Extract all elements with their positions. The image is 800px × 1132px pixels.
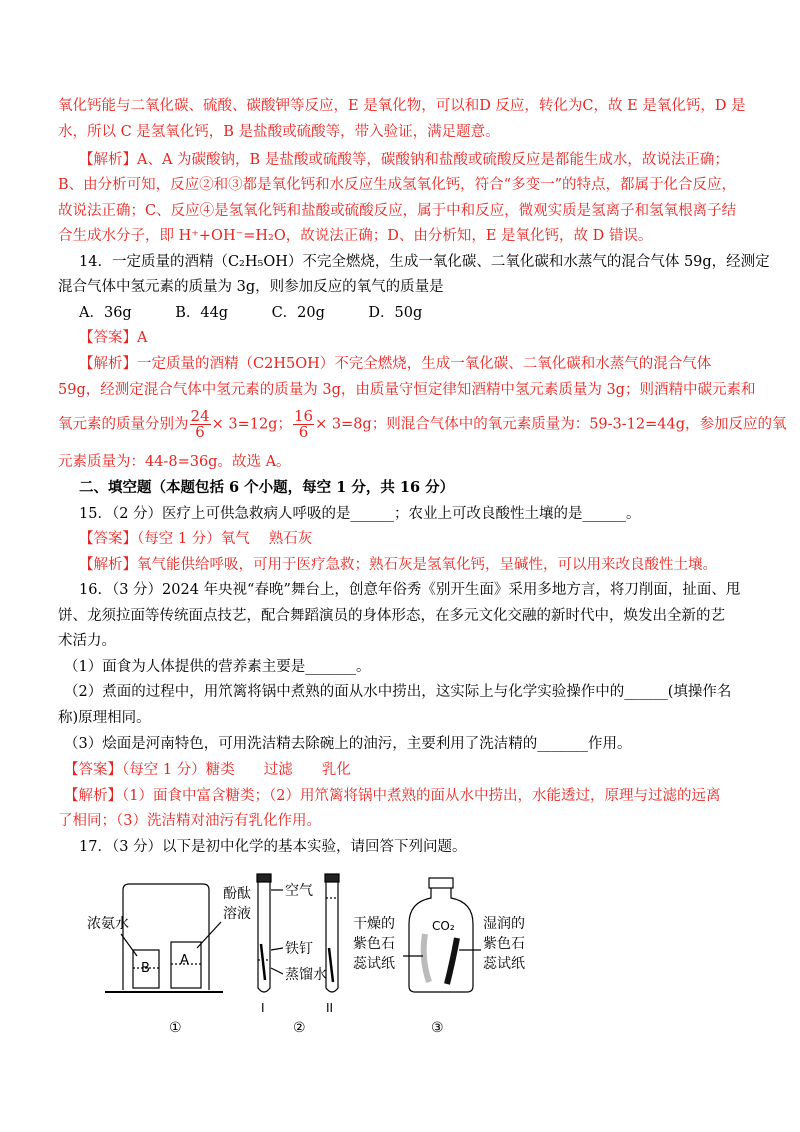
label-dry-2: 紫色石 bbox=[353, 936, 395, 952]
label-wet-3: 蕊试纸 bbox=[483, 956, 525, 972]
question-16: 16．（3 分）2024 年央视“春晚”舞台上，创意年俗秀《别开生面》采用多地方言，将刀削面，扯面、甩 bbox=[79, 582, 741, 598]
nail-2 bbox=[329, 948, 333, 982]
question-16-part1: （1）面食为人体提供的营养素主要是_______。 bbox=[64, 659, 371, 675]
analysis-14-line4: 元素质量为：44-8=36g。故选 A。 bbox=[58, 454, 291, 470]
leader-water bbox=[271, 968, 283, 974]
experiment-3 bbox=[403, 878, 481, 992]
fraction-24-6 bbox=[190, 409, 211, 440]
question-14-line2: 混合气体中氢元素的质量为 3g，则参加反应的氧气的质量是 bbox=[58, 279, 444, 295]
experiment-1 bbox=[105, 884, 223, 992]
analysis-15: 【解析】氧气能供给呼吸，可用于医疗急救；熟石灰是氢氧化钙，呈碱性，可以用来改良酸性土壤。 bbox=[79, 557, 717, 573]
analysis-line: B、由分析可知，反应②和③都是氧化钙和水反应生成氢氧化钙，符合“多变一”的特点，都属于化合反应， bbox=[58, 177, 736, 193]
bell-jar bbox=[123, 884, 209, 990]
analysis-16: 【解析】（1）面食中富含糖类；（2）用笊篱将锅中煮熟的面从水中捞出，水能透过，原理与过滤的远离 bbox=[64, 788, 721, 804]
co2-label: CO₂ bbox=[432, 919, 455, 933]
dry-litmus-paper bbox=[424, 934, 429, 982]
leader-nail bbox=[271, 948, 283, 950]
analysis-14: 【解析】一定质量的酒精（C2H5OH）不完全燃烧，生成一氧化碳、二氧化碳和水蒸气的混合气体 bbox=[79, 356, 712, 372]
jar-stopper bbox=[429, 878, 453, 888]
caption-2: ② bbox=[293, 1020, 306, 1036]
question-16-line2: 饼、龙须拉面等传统面点技艺，配合舞蹈演员的身体形态，在多元文化交融的新时代中，焕发出全新的艺 bbox=[58, 608, 725, 624]
frac2-num: 16 bbox=[293, 407, 314, 425]
analysis-line: 故说法正确；C、反应④是氢氧化钙和盐酸或硫酸反应，属于中和反应，微观实质是氢离子和氢氧根离子结 bbox=[58, 203, 737, 219]
mass-mid2: × 3=8g；则混合气体中的氧元素质量为：59-3-12=44g，参加反应的氧 bbox=[315, 416, 787, 433]
label-water: 蒸馏水 bbox=[285, 967, 327, 983]
label-wet-2: 紫色石 bbox=[483, 936, 525, 952]
mass-mid1: × 3=12g； bbox=[211, 416, 292, 433]
answer-15: 【答案】（每空 1 分）氧气 熟石灰 bbox=[79, 531, 313, 547]
fraction-16-6 bbox=[293, 409, 314, 440]
caption-1: ① bbox=[169, 1020, 182, 1036]
label-air: 空气 bbox=[285, 883, 313, 899]
question-16-line3: 术活力。 bbox=[58, 633, 116, 649]
experiment-figure bbox=[87, 868, 565, 1048]
question-14: 14．一定质量的酒精（C₂H₅OH）不完全燃烧，生成一氧化碳、二氧化碳和水蒸气的混合气体 59g，经测定 bbox=[79, 254, 770, 270]
tube2-stopper bbox=[325, 874, 339, 882]
nail-1 bbox=[261, 944, 265, 980]
label-ammonia: 浓氨水 bbox=[87, 916, 129, 932]
answer-14: 【答案】A bbox=[79, 330, 148, 346]
tube-1-label: I bbox=[261, 1001, 265, 1015]
question-16-part2-line2: 称)原理相同。 bbox=[58, 710, 151, 726]
analysis-14-mass-line bbox=[58, 409, 787, 440]
gas-jar bbox=[409, 888, 473, 992]
label-phenol-2: 溶液 bbox=[223, 906, 251, 922]
beaker-a-label: A bbox=[180, 953, 189, 968]
analysis-line: 水，所以 C 是氢氧化钙，B 是盐酸或硫酸等，带入验证，满足题意。 bbox=[58, 124, 500, 140]
question-14-options: A．36g B．44g C．20g D．50g bbox=[79, 305, 423, 321]
label-dry-1: 干燥的 bbox=[353, 916, 395, 932]
analysis-14-line2: 59g，经测定混合气体中氢元素的质量为 3g，由质量守恒定律知酒精中氢元素质量为 3g；则酒精中碳元素和 bbox=[58, 382, 756, 398]
frac2-den: 6 bbox=[298, 423, 309, 441]
label-phenol-1: 酚酞 bbox=[223, 886, 251, 902]
analysis-line: 合生成水分子，即 H⁺+OH⁻=H₂O，故说法正确；D、由分析知，E 是氧化钙，故 D 错误。 bbox=[58, 228, 653, 244]
beaker-b-label: B bbox=[141, 961, 150, 976]
question-15: 15．（2 分）医疗上可供急救病人呼吸的是______；农业上可改良酸性土壤的是______。 bbox=[79, 506, 641, 522]
wet-litmus-paper bbox=[447, 938, 457, 984]
label-wet-1: 湿润的 bbox=[483, 916, 525, 932]
tube-2-label: II bbox=[326, 1001, 334, 1015]
tube1-stopper bbox=[257, 874, 271, 882]
question-16-part2: （2）煮面的过程中，用笊篱将锅中煮熟的面从水中捞出，这实际上与化学实验操作中的______(填操作名 bbox=[64, 684, 732, 700]
mass-prefix: 氧元素的质量分别为 bbox=[58, 416, 189, 433]
analysis-line: 【解析】A、A 为碳酸钠，B 是盐酸或硫酸等，碳酸钠和盐酸或硫酸反应是都能生成水，故说法正确； bbox=[79, 152, 729, 168]
question-17: 17．（3 分）以下是初中化学的基本实验，请回答下列问题。 bbox=[79, 839, 467, 855]
section-heading: 二、填空题（本题包括 6 个小题，每空 1 分，共 16 分） bbox=[79, 479, 455, 496]
analysis-line: 氧化钙能与二氧化碳、硫酸、碳酸钾等反应，E 是氧化物，可以和D 反应，转化为C，故 E 是氧化钙，D 是 bbox=[58, 98, 746, 114]
question-16-part3: （3）烩面是河南特色，可用洗洁精去除碗上的油污，主要利用了洗洁精的_______作用。 bbox=[64, 736, 632, 752]
label-nail: 铁钉 bbox=[285, 941, 313, 957]
frac1-num: 24 bbox=[190, 407, 210, 425]
label-dry-3: 蕊试纸 bbox=[353, 956, 395, 972]
analysis-16-line2: 了相同；（3）洗洁精对油污有乳化作用。 bbox=[58, 813, 321, 829]
frac1-den: 6 bbox=[195, 423, 205, 441]
caption-3: ③ bbox=[431, 1020, 444, 1036]
answer-16: 【答案】（每空 1 分）糖类 过滤 乳化 bbox=[64, 762, 351, 778]
